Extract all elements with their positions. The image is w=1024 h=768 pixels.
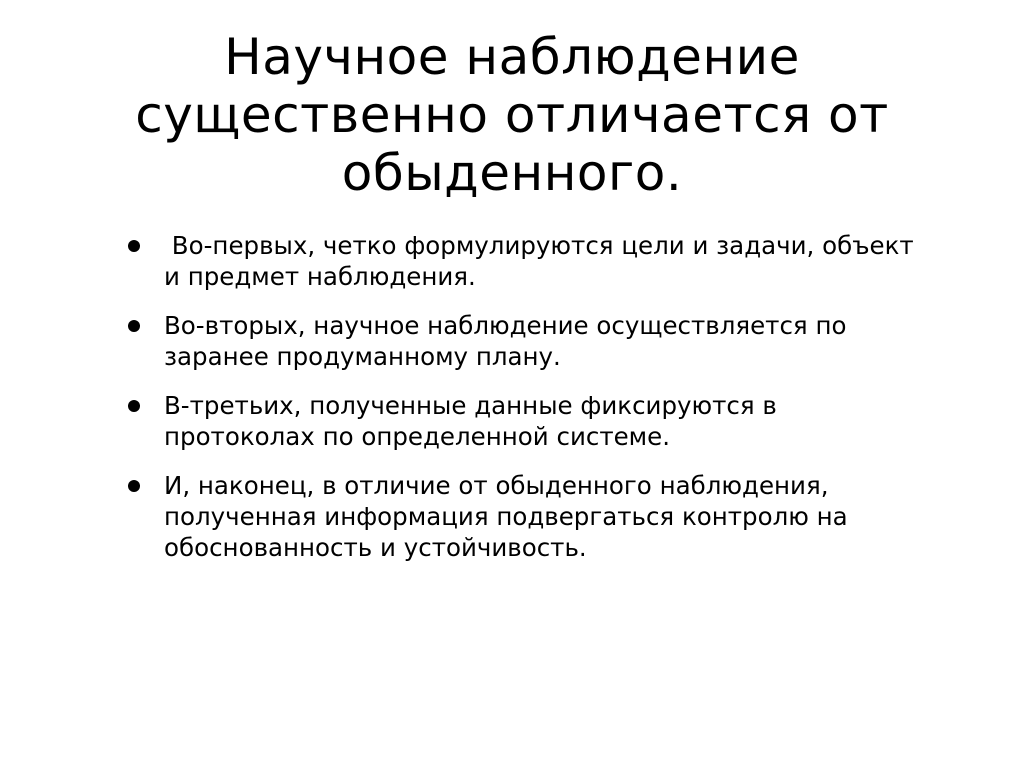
slide-title: Научное наблюдение существенно отличается от обыденного. xyxy=(135,28,889,202)
bullet-text: В-третьих, полученные данные фиксируются в протоколах по определенной системе. xyxy=(164,391,785,451)
bullet-dot-icon xyxy=(128,480,140,492)
bullet-item-2 xyxy=(128,310,928,372)
bullet-item-3 xyxy=(128,390,928,452)
bullet-dot-icon xyxy=(128,320,140,332)
bullet-dot-icon xyxy=(128,400,140,412)
bullet-text: Во-вторых, научное наблюдение осуществляется по заранее продуманному плану. xyxy=(164,311,863,371)
bullet-list xyxy=(128,230,928,581)
bullet-item-4 xyxy=(128,470,928,563)
bullet-item-1 xyxy=(128,230,928,292)
bullet-text: И, наконец, в отличие от обыденного наблюдения, полученная информация подвергаться контролю на обоснованность и устойчивость. xyxy=(164,471,856,562)
bullet-text: Во-первых, четко формулируются цели и задачи, объект и предмет наблюдения. xyxy=(164,231,922,291)
bullet-dot-icon xyxy=(128,240,140,252)
